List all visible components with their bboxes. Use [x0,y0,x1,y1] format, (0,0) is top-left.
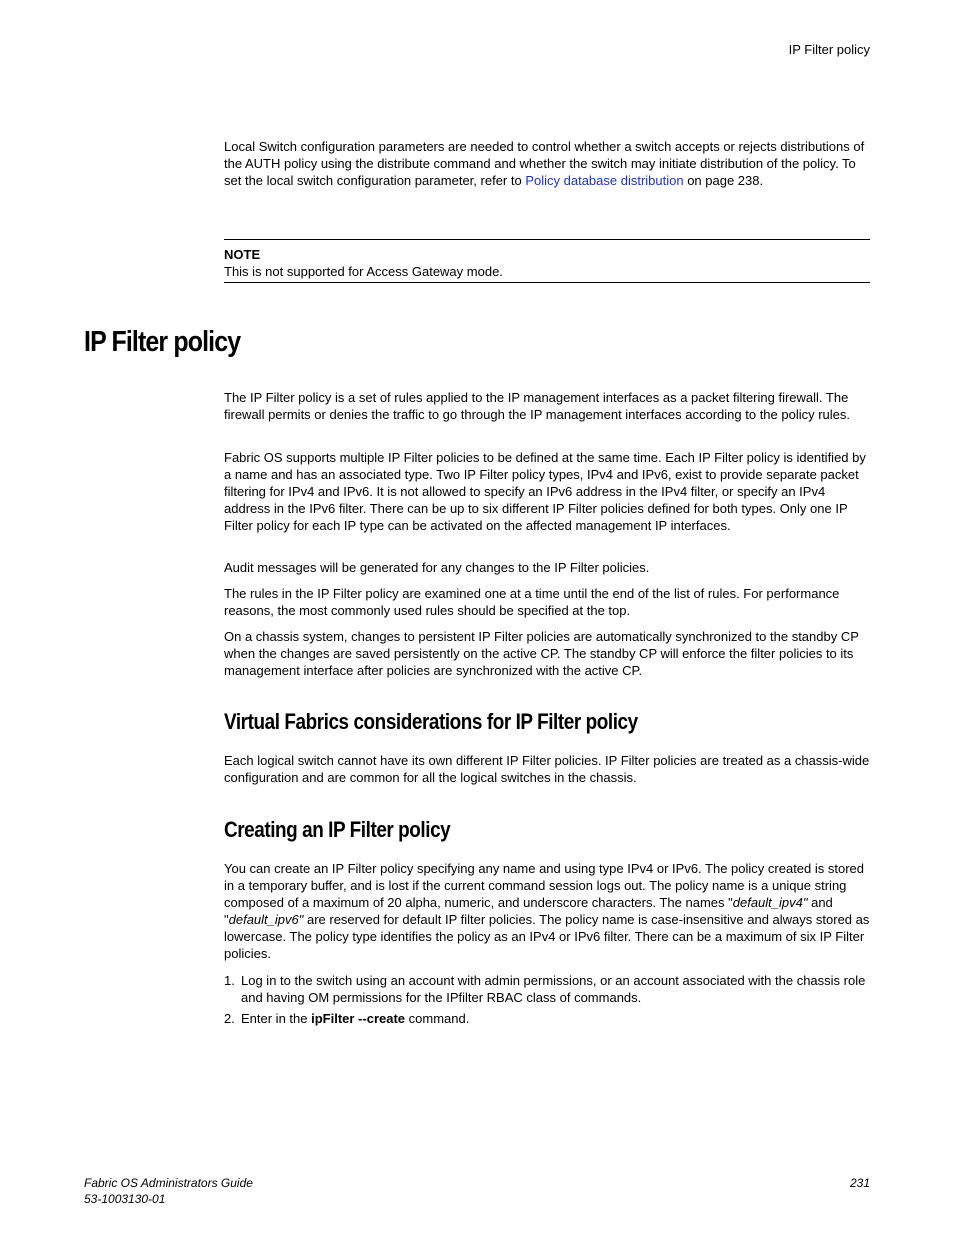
section-paragraph: Fabric OS supports multiple IP Filter policies to be defined at the same time. Each IP Filter policy is identified by a name and has an associated type. Two IP Filter policy types, IPv4 and IPv6, exist to provide separate packet filtering for IPv4 and IPv6. It is not allowed to specify an IPv6 address in the IPv4 filter, or specify an IPv4 address in the IPv6 filter. There can be up to six different IP Filter policies defined for both types. Only one IP Filter policy for each IP type can be activated on the affected management IP interfaces. [224,450,866,533]
step-text [241,1010,870,1027]
step-text-post: command. [405,1011,470,1026]
policy-database-distribution-link[interactable]: Policy database distribution [525,173,684,188]
default-ipv4-name: default_ipv4" [732,895,808,910]
section-title: IP Filter policy [84,326,241,358]
vf-paragraph: Each logical switch cannot have its own different IP Filter policies. IP Filter policies are treated as a chassis-wide configuration and are common for all the logical switches in the chassis. [224,753,870,785]
note-text: This is not supported for Access Gateway mode. [224,264,503,279]
footer-left [84,1175,253,1207]
running-header: IP Filter policy [788,42,870,57]
intro-after-link: on page 238. [683,173,764,188]
note-bottom-rule [224,282,870,283]
intro-paragraph [224,138,870,189]
create-text: You can create an IP Filter policy specifying any name and using type IPv4 or IPv6. The policy created is stored in a temporary buffer, and is lost if the current command session logs out. The policy name is a unique string composed of a maximum of 20 alpha, numeric, and underscore characters. The names " [224,861,865,910]
vf-subsection-title: Virtual Fabrics considerations for IP Filter policy [224,709,638,734]
section-paragraph: Audit messages will be generated for any changes to the IP Filter policies. [224,560,650,575]
step-number: 2. [224,1011,235,1026]
doc-number: 53-1003130-01 [84,1192,166,1206]
section-paragraph: The IP Filter policy is a set of rules applied to the IP management interfaces as a packet filtering firewall. The firewall permits or denies the traffic to go through the IP management interfaces according to the policy rules. [224,390,851,422]
section-paragraph: On a chassis system, changes to persistent IP Filter policies are automatically synchronized to the standby CP when the changes are saved persistently on the active CP. The standby CP will enforce the filter policies to its management interface after policies are synchronized with the active CP. [224,629,859,678]
section-paragraph: The rules in the IP Filter policy are examined one at a time until the end of the list of rules. For performance reasons, the most commonly used rules should be specified at the top. [224,586,840,618]
create-text: and " [224,895,833,927]
step-text-pre: Enter in the [241,1011,312,1026]
note-label: NOTE [224,247,261,262]
intro-text: Local Switch configuration parameters are needed to control whether a switch accepts or rejects distributions of the AUTH policy using the distribute command and whether the switch may initiate distribution of the policy. To set the local switch configuration parameter, refer to [224,139,865,188]
page-number: 231 [849,1176,870,1190]
step-number: 1. [224,973,235,988]
step-text: Log in to the switch using an account with admin permissions, or an account associated with the chassis role and having OM permissions for the IPfilter RBAC class of commands. [241,973,866,1005]
ipfilter-create-command: ipFilter --create [311,1011,406,1026]
create-subsection-title: Creating an IP Filter policy [224,817,451,842]
default-ipv6-name: default_ipv6" [228,912,304,927]
note-top-rule [224,239,870,240]
guide-title: Fabric OS Administrators Guide [84,1176,253,1190]
create-paragraph [224,860,870,962]
create-text: are reserved for default IP filter policies. The policy name is case-insensitive and always stored as lowercase. The policy type identifies the policy as an IPv4 or IPv6 filter. There can be a maximum of six IP Filter policies. [224,912,870,961]
